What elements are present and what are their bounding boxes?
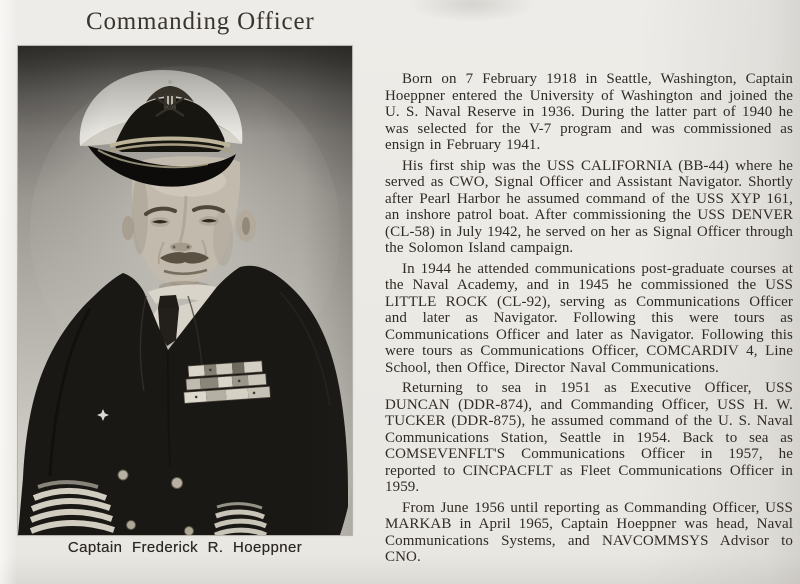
officer-portrait-image bbox=[18, 46, 352, 535]
bio-paragraph-2: His first ship was the USS CALIFORNIA (BB-44) where he served as CWO, Signal Officer and Assistant Navigator. Shortly after Pearl Harbor he assumed command of the USS XYP 161, an inshore patrol boat. After commissioning the USS DENVER (CL-58) in July 1942, he served on her as Signal Officer through the Solomon Island campaign. bbox=[385, 157, 793, 256]
bio-paragraph-5: From June 1956 until reporting as Commanding Officer, USS MARKAB in April 1965, Captain Hoeppner was head, Naval Communications Systems, and NAVCOMMSYS Advisor to CNO. bbox=[385, 499, 793, 565]
page-title: Commanding Officer bbox=[86, 8, 315, 35]
bio-paragraph-3: In 1944 he attended communications post-graduate courses at the Naval Academy, and in 1945 he commissioned the USS LITTLE ROCK (CL-92), serving as Communications Officer and later as Navigator. Following this were tours as Communications Officer and later as Navigator. Following this were tours as Communications Officer, COMCARDIV 4, Line School, then Office, Director Naval Communications. bbox=[385, 260, 793, 376]
bio-paragraph-1: Born on 7 February 1918 in Seattle, Washington, Captain Hoeppner entered the University of Washington and joined the U. S. Naval Reserve in 1936. During the latter part of 1940 he was selected for the V-7 program and was commissioned as ensign in February 1941. bbox=[385, 71, 793, 153]
bio-paragraph-4: Returning to sea in 1951 as Executive Officer, USS DUNCAN (DDR-874), and Commanding Officer, USS H. W. TUCKER (DDR-875), he assumed command of the U. S. Naval Communications Station, Seattle in 1954. Back to sea as COMSEVENFLT'S Communications Officer in 1957, he reported to CINCPACFLT as Fleet Communications Officer in 1959. bbox=[385, 380, 793, 495]
photo-caption: Captain Frederick R. Hoeppner bbox=[67, 539, 303, 556]
biography-text bbox=[385, 71, 793, 570]
photo-vignette bbox=[18, 46, 352, 535]
officer-photo bbox=[18, 46, 352, 535]
